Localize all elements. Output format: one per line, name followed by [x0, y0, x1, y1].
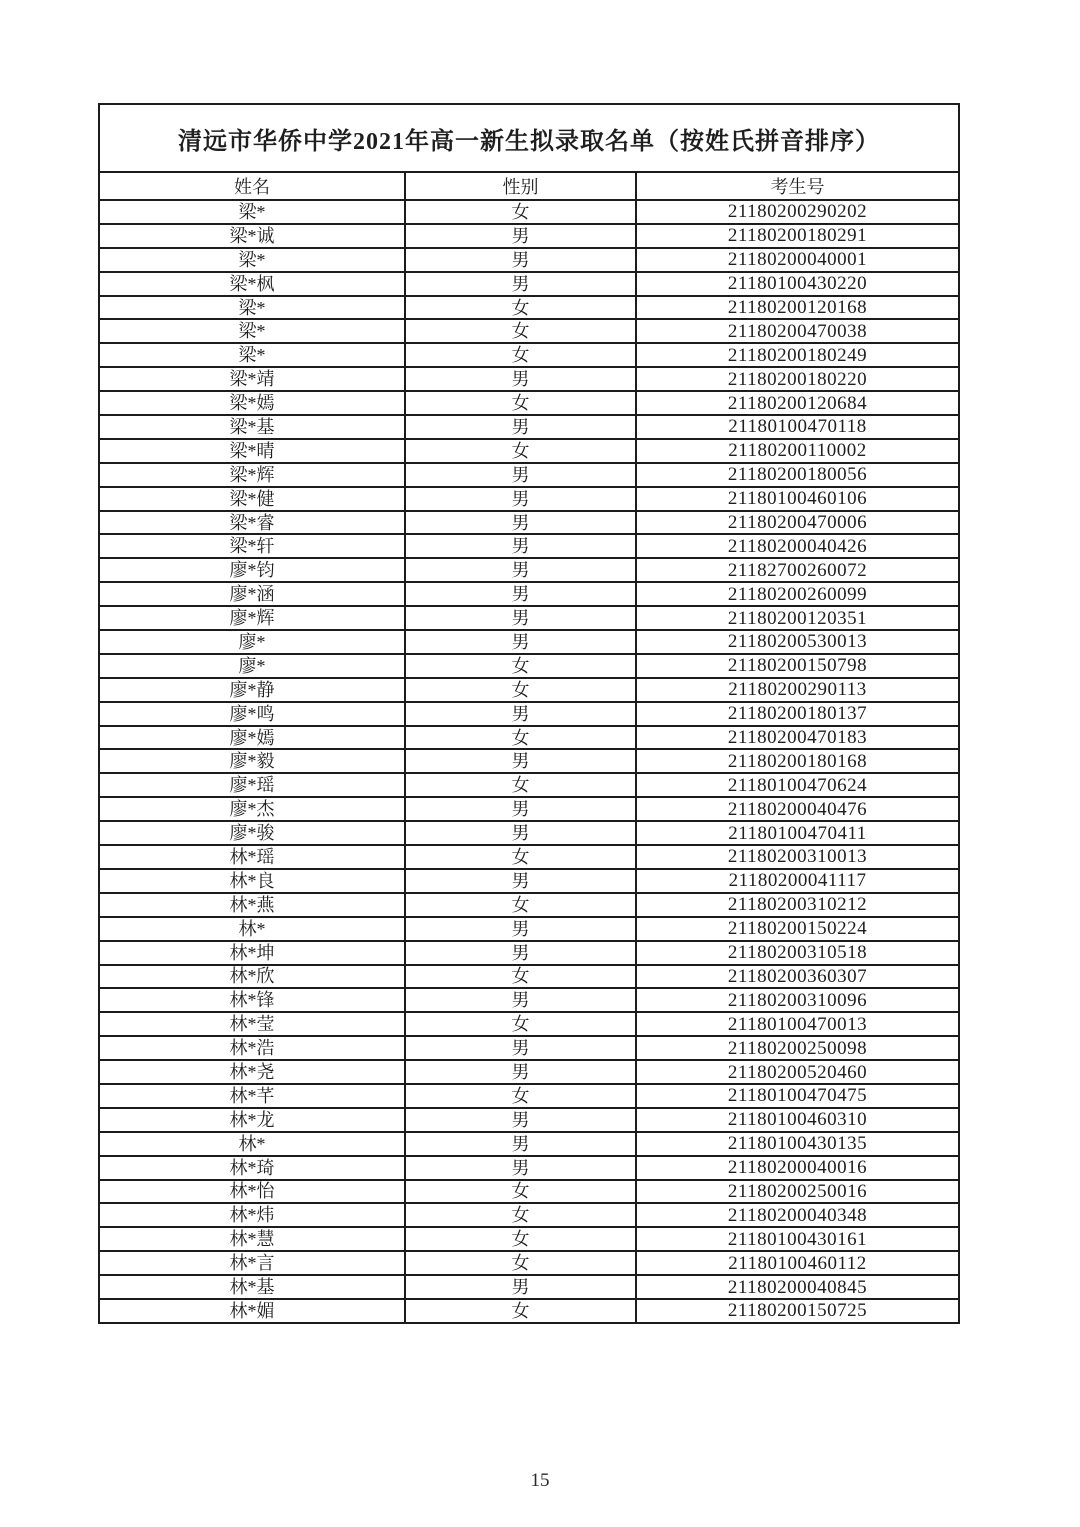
table-row	[99, 797, 959, 821]
gender-cell: 男	[405, 917, 636, 941]
candidate-number-cell: 21180200040016	[636, 1156, 959, 1180]
table-row	[99, 272, 959, 296]
table-row	[99, 941, 959, 965]
name-cell: 梁*嫣	[99, 391, 405, 415]
page-number: 15	[530, 1470, 550, 1491]
candidate-number-cell: 21180100460310	[636, 1108, 959, 1132]
name-cell: 林*怡	[99, 1180, 405, 1204]
gender-cell: 男	[405, 988, 636, 1012]
table-row	[99, 893, 959, 917]
name-cell: 廖*	[99, 630, 405, 654]
table-row	[99, 1227, 959, 1251]
table-row	[99, 702, 959, 726]
name-cell: 梁*	[99, 248, 405, 272]
candidate-number-cell: 21180200360307	[636, 965, 959, 989]
candidate-number-cell: 21180200180137	[636, 702, 959, 726]
table-row	[99, 1299, 959, 1323]
column-header-name: 姓名	[99, 172, 405, 200]
candidate-number-cell: 21180200040348	[636, 1203, 959, 1227]
table-row	[99, 391, 959, 415]
gender-cell: 女	[405, 773, 636, 797]
gender-cell: 女	[405, 1084, 636, 1108]
name-cell: 梁*辉	[99, 463, 405, 487]
candidate-number-cell: 21180200260099	[636, 582, 959, 606]
gender-cell: 女	[405, 678, 636, 702]
candidate-number-cell: 21180200520460	[636, 1060, 959, 1084]
name-cell: 林*坤	[99, 941, 405, 965]
candidate-number-cell: 21180100470475	[636, 1084, 959, 1108]
candidate-number-cell: 21180200180056	[636, 463, 959, 487]
name-cell: 梁*	[99, 319, 405, 343]
table-row	[99, 200, 959, 224]
candidate-number-cell: 21180100470118	[636, 415, 959, 439]
gender-cell: 男	[405, 224, 636, 248]
name-cell: 林*良	[99, 869, 405, 893]
table-row	[99, 296, 959, 320]
name-cell: 廖*嫣	[99, 726, 405, 750]
gender-cell: 男	[405, 1108, 636, 1132]
candidate-number-cell: 21180200110002	[636, 439, 959, 463]
name-cell: 林*琦	[99, 1156, 405, 1180]
candidate-number-cell: 21180200310518	[636, 941, 959, 965]
table-row	[99, 654, 959, 678]
table-row	[99, 1108, 959, 1132]
name-cell: 廖*杰	[99, 797, 405, 821]
name-cell: 林*尧	[99, 1060, 405, 1084]
candidate-number-cell: 21180100470411	[636, 821, 959, 845]
table-row	[99, 1060, 959, 1084]
document-title: 清远市华侨中学2021年高一新生拟录取名单（按姓氏拼音排序）	[99, 104, 959, 172]
table-row	[99, 248, 959, 272]
gender-cell: 女	[405, 391, 636, 415]
gender-cell: 女	[405, 296, 636, 320]
table-row	[99, 343, 959, 367]
candidate-number-cell: 21180200470038	[636, 319, 959, 343]
gender-cell: 女	[405, 654, 636, 678]
candidate-number-cell: 21182700260072	[636, 558, 959, 582]
table-row	[99, 678, 959, 702]
name-cell: 梁*晴	[99, 439, 405, 463]
gender-cell: 女	[405, 1012, 636, 1036]
table-row	[99, 1203, 959, 1227]
name-cell: 林*龙	[99, 1108, 405, 1132]
gender-cell: 男	[405, 702, 636, 726]
gender-cell: 男	[405, 248, 636, 272]
name-cell: 梁*靖	[99, 367, 405, 391]
candidate-number-cell: 21180200250016	[636, 1180, 959, 1204]
candidate-number-cell: 21180200040845	[636, 1275, 959, 1299]
gender-cell: 男	[405, 630, 636, 654]
candidate-number-cell: 21180200180168	[636, 749, 959, 773]
table-row	[99, 1180, 959, 1204]
candidate-number-cell: 21180100430220	[636, 272, 959, 296]
name-cell: 梁*	[99, 343, 405, 367]
name-cell: 林*媚	[99, 1299, 405, 1323]
column-header-gender: 性别	[405, 172, 636, 200]
candidate-number-cell: 21180200180291	[636, 224, 959, 248]
name-cell: 林*炜	[99, 1203, 405, 1227]
gender-cell: 男	[405, 487, 636, 511]
name-cell: 梁*枫	[99, 272, 405, 296]
candidate-number-cell: 21180100430161	[636, 1227, 959, 1251]
table-row	[99, 606, 959, 630]
candidate-number-cell: 21180100460112	[636, 1251, 959, 1275]
table-row	[99, 1084, 959, 1108]
gender-cell: 女	[405, 893, 636, 917]
table-row	[99, 319, 959, 343]
candidate-number-cell: 21180200470006	[636, 511, 959, 535]
gender-cell: 男	[405, 1036, 636, 1060]
table-row	[99, 439, 959, 463]
name-cell: 廖*静	[99, 678, 405, 702]
table-title-row	[99, 104, 959, 172]
gender-cell: 女	[405, 1299, 636, 1323]
candidate-number-cell: 21180200290202	[636, 200, 959, 224]
candidate-number-cell: 21180200180220	[636, 367, 959, 391]
name-cell: 廖*钧	[99, 558, 405, 582]
table-row	[99, 224, 959, 248]
gender-cell: 男	[405, 463, 636, 487]
name-cell: 林*燕	[99, 893, 405, 917]
table-row	[99, 821, 959, 845]
name-cell: 林*基	[99, 1275, 405, 1299]
table-row	[99, 582, 959, 606]
candidate-number-cell: 21180200040476	[636, 797, 959, 821]
name-cell: 梁*轩	[99, 534, 405, 558]
table-row	[99, 463, 959, 487]
table-header-row	[99, 172, 959, 200]
gender-cell: 女	[405, 439, 636, 463]
gender-cell: 女	[405, 1227, 636, 1251]
gender-cell: 男	[405, 1132, 636, 1156]
candidate-number-cell: 21180200290113	[636, 678, 959, 702]
candidate-number-cell: 21180200120168	[636, 296, 959, 320]
gender-cell: 男	[405, 558, 636, 582]
gender-cell: 男	[405, 941, 636, 965]
name-cell: 廖*辉	[99, 606, 405, 630]
table-row	[99, 1036, 959, 1060]
name-cell: 梁*健	[99, 487, 405, 511]
gender-cell: 男	[405, 534, 636, 558]
table-row	[99, 917, 959, 941]
name-cell: 林*莹	[99, 1012, 405, 1036]
name-cell: 林*	[99, 1132, 405, 1156]
name-cell: 廖*	[99, 654, 405, 678]
candidate-number-cell: 21180200150725	[636, 1299, 959, 1323]
gender-cell: 女	[405, 726, 636, 750]
name-cell: 廖*瑶	[99, 773, 405, 797]
table-row	[99, 1251, 959, 1275]
name-cell: 林*言	[99, 1251, 405, 1275]
candidate-number-cell: 21180200470183	[636, 726, 959, 750]
name-cell: 林*慧	[99, 1227, 405, 1251]
gender-cell: 男	[405, 511, 636, 535]
candidate-number-cell: 21180100430135	[636, 1132, 959, 1156]
name-cell: 廖*鸣	[99, 702, 405, 726]
name-cell: 廖*骏	[99, 821, 405, 845]
candidate-number-cell: 21180200041117	[636, 869, 959, 893]
candidate-number-cell: 21180200150224	[636, 917, 959, 941]
gender-cell: 女	[405, 845, 636, 869]
name-cell: 林*瑶	[99, 845, 405, 869]
table-row	[99, 869, 959, 893]
table-row	[99, 1156, 959, 1180]
gender-cell: 男	[405, 272, 636, 296]
gender-cell: 女	[405, 965, 636, 989]
candidate-number-cell: 21180200530013	[636, 630, 959, 654]
gender-cell: 女	[405, 200, 636, 224]
name-cell: 梁*睿	[99, 511, 405, 535]
candidate-number-cell: 21180200310212	[636, 893, 959, 917]
gender-cell: 男	[405, 821, 636, 845]
name-cell: 廖*毅	[99, 749, 405, 773]
table-row	[99, 1132, 959, 1156]
gender-cell: 男	[405, 1275, 636, 1299]
name-cell: 林*芊	[99, 1084, 405, 1108]
table-row	[99, 487, 959, 511]
table-row	[99, 415, 959, 439]
gender-cell: 女	[405, 343, 636, 367]
candidate-number-cell: 21180200120351	[636, 606, 959, 630]
table-row	[99, 988, 959, 1012]
candidate-number-cell: 21180200250098	[636, 1036, 959, 1060]
gender-cell: 男	[405, 606, 636, 630]
candidate-number-cell: 21180200310013	[636, 845, 959, 869]
table-row	[99, 367, 959, 391]
candidate-number-cell: 21180200310096	[636, 988, 959, 1012]
gender-cell: 男	[405, 1156, 636, 1180]
gender-cell: 女	[405, 1180, 636, 1204]
gender-cell: 女	[405, 319, 636, 343]
gender-cell: 女	[405, 1251, 636, 1275]
candidate-number-cell: 21180200180249	[636, 343, 959, 367]
candidate-number-cell: 21180200150798	[636, 654, 959, 678]
name-cell: 廖*涵	[99, 582, 405, 606]
gender-cell: 女	[405, 1203, 636, 1227]
gender-cell: 男	[405, 1060, 636, 1084]
name-cell: 林*	[99, 917, 405, 941]
table-row	[99, 630, 959, 654]
column-header-candidate-number: 考生号	[636, 172, 959, 200]
name-cell: 梁*	[99, 200, 405, 224]
candidate-number-cell: 21180200040426	[636, 534, 959, 558]
candidate-number-cell: 21180200120684	[636, 391, 959, 415]
gender-cell: 男	[405, 749, 636, 773]
name-cell: 林*浩	[99, 1036, 405, 1060]
candidate-number-cell: 21180100460106	[636, 487, 959, 511]
table-row	[99, 845, 959, 869]
table-row	[99, 558, 959, 582]
candidate-number-cell: 21180100470624	[636, 773, 959, 797]
table-row	[99, 773, 959, 797]
table-row	[99, 749, 959, 773]
table-row	[99, 534, 959, 558]
gender-cell: 男	[405, 415, 636, 439]
admission-list-document	[98, 103, 958, 1324]
gender-cell: 男	[405, 367, 636, 391]
table-body	[99, 200, 959, 1323]
name-cell: 梁*	[99, 296, 405, 320]
table-row	[99, 511, 959, 535]
gender-cell: 男	[405, 797, 636, 821]
table-row	[99, 965, 959, 989]
name-cell: 林*欣	[99, 965, 405, 989]
table-row	[99, 726, 959, 750]
table-row	[99, 1012, 959, 1036]
gender-cell: 男	[405, 582, 636, 606]
table-row	[99, 1275, 959, 1299]
name-cell: 梁*基	[99, 415, 405, 439]
name-cell: 林*锋	[99, 988, 405, 1012]
name-cell: 梁*诚	[99, 224, 405, 248]
candidate-number-cell: 21180100470013	[636, 1012, 959, 1036]
candidate-number-cell: 21180200040001	[636, 248, 959, 272]
gender-cell: 男	[405, 869, 636, 893]
admission-table	[98, 103, 960, 1324]
